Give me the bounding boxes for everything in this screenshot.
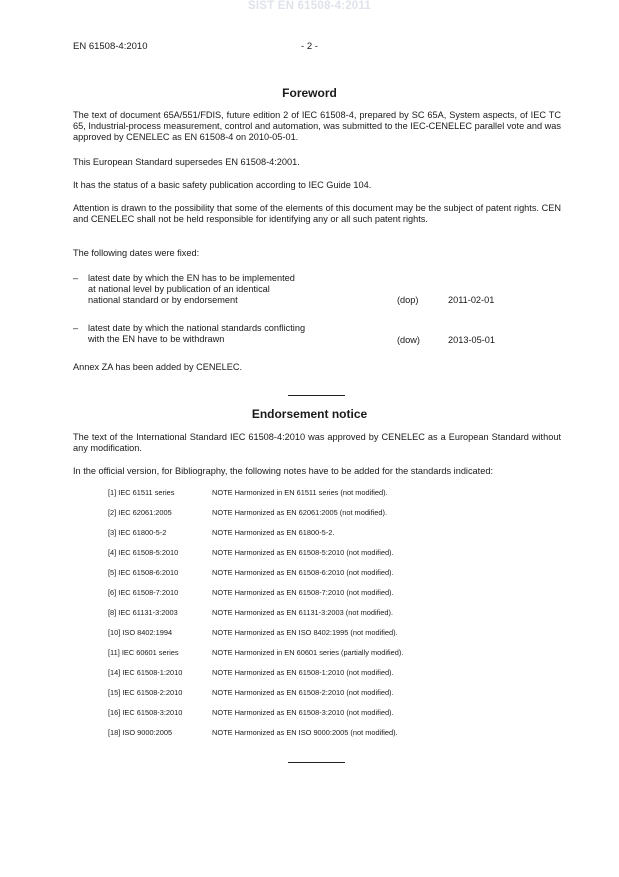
bibliography-row [108, 628, 528, 640]
bibliography-row [108, 548, 528, 560]
bibliography-row [108, 588, 528, 600]
bibliography-note: NOTE Harmonized as EN 61508-7:2010 (not modified). [212, 588, 394, 597]
foreword-paragraph-2: This European Standard supersedes EN 61508-4:2001. [73, 157, 300, 167]
list-dash: – [73, 273, 79, 283]
date-value: 2011-02-01 [448, 295, 495, 305]
bibliography-row [108, 728, 528, 740]
bibliography-ref: [16] IEC 61508-3:2010 [108, 708, 183, 717]
endorsement-title: Endorsement notice [251, 407, 368, 421]
watermark: SIST EN 61508-4:2011 [248, 0, 371, 12]
foreword-title: Foreword [282, 86, 337, 100]
bibliography-row [108, 668, 528, 680]
list-dash: – [73, 323, 79, 333]
bibliography-ref: [8] IEC 61131-3:2003 [108, 608, 178, 617]
bibliography-row [108, 708, 528, 720]
bibliography-note: NOTE Harmonized as EN 61800-5-2. [212, 528, 335, 537]
date-item-text [88, 323, 368, 345]
bibliography-note: NOTE Harmonized as EN 61508-2:2010 (not modified). [212, 688, 394, 697]
date-item-line: national standard or by endorsement [88, 295, 238, 305]
endorsement-paragraph-1: The text of the International Standard IEC 61508-4:2010 was approved by CENELEC as a European Standard without any modification. [73, 432, 561, 453]
document-id: EN 61508-4:2010 [73, 41, 148, 52]
bibliography-row [108, 488, 528, 500]
bibliography-ref: [10] ISO 8402:1994 [108, 628, 173, 637]
bibliography-note: NOTE Harmonized as EN ISO 8402:1995 (not modified). [212, 628, 398, 637]
date-item-text [88, 273, 368, 306]
bibliography-ref: [18] ISO 9000:2005 [108, 728, 173, 737]
foreword-paragraph-5: The following dates were fixed: [73, 248, 200, 258]
foreword-paragraph-4: Attention is drawn to the possibility that some of the elements of this document may be the subject of patent rights. CEN and CENELEC shall not be held responsible for identifying any or all such patent rights. [73, 203, 561, 224]
bibliography-row [108, 608, 528, 620]
date-item-line: with the EN have to be withdrawn [88, 334, 225, 344]
bibliography-row [108, 648, 528, 660]
annex-note: Annex ZA has been added by CENELEC. [73, 362, 243, 372]
bibliography-note: NOTE Harmonized as EN 61508-3:2010 (not modified). [212, 708, 394, 717]
bibliography-ref: [1] IEC 61511 series [108, 488, 175, 497]
date-item-line: latest date by which the EN has to be implemented [88, 273, 295, 283]
foreword-paragraph-1: The text of document 65A/551/FDIS, future edition 2 of IEC 61508-4, prepared by SC 65A, System aspects, of IEC TC 65, Industrial-process measurement, control and automation, was submitted to the IEC-CENELEC parallel vote and was approved by CENELEC as EN 61508-4 on 2010-05-01. [73, 110, 561, 142]
bibliography-row [108, 528, 528, 540]
bibliography-note: NOTE Harmonized as EN 61508-6:2010 (not modified). [212, 568, 394, 577]
date-item-line: at national level by publication of an identical [88, 284, 270, 294]
bibliography-note: NOTE Harmonized as EN ISO 9000:2005 (not modified). [212, 728, 398, 737]
foreword-paragraph-3: It has the status of a basic safety publication according to IEC Guide 104. [73, 180, 372, 190]
page-number: - 2 - [301, 41, 318, 52]
date-item-dop [73, 273, 563, 309]
bibliography-note: NOTE Harmonized as EN 61508-5:2010 (not modified). [212, 548, 394, 557]
date-code: (dow) [397, 335, 420, 345]
date-item-line: latest date by which the national standards conflicting [88, 323, 306, 333]
bibliography-note: NOTE Harmonized in EN 60601 series (partially modified). [212, 648, 404, 657]
bibliography-ref: [3] IEC 61800-5-2 [108, 528, 167, 537]
bibliography-note: NOTE Harmonized as EN 62061:2005 (not modified). [212, 508, 387, 517]
bibliography-ref: [4] IEC 61508-5:2010 [108, 548, 179, 557]
endorsement-paragraph-2: In the official version, for Bibliography, the following notes have to be added for the standards indicated: [73, 466, 493, 476]
bibliography-row [108, 568, 528, 580]
bibliography-ref: [11] IEC 60601 series [108, 648, 179, 657]
bibliography-note: NOTE Harmonized in EN 61511 series (not modified). [212, 488, 388, 497]
bibliography-ref: [2] IEC 62061:2005 [108, 508, 172, 517]
section-divider [288, 395, 345, 396]
bibliography-row [108, 688, 528, 700]
date-item-dow [73, 323, 563, 347]
date-code: (dop) [397, 295, 419, 305]
bibliography-note: NOTE Harmonized as EN 61131-3:2003 (not modified). [212, 608, 394, 617]
bibliography-ref: [6] IEC 61508-7:2010 [108, 588, 179, 597]
bibliography-note: NOTE Harmonized as EN 61508-1:2010 (not modified). [212, 668, 394, 677]
bibliography-ref: [14] IEC 61508-1:2010 [108, 668, 183, 677]
date-value: 2013-05-01 [448, 335, 495, 345]
section-divider [288, 762, 345, 763]
bibliography-row [108, 508, 528, 520]
bibliography-ref: [5] IEC 61508-6:2010 [108, 568, 179, 577]
bibliography-ref: [15] IEC 61508-2:2010 [108, 688, 183, 697]
